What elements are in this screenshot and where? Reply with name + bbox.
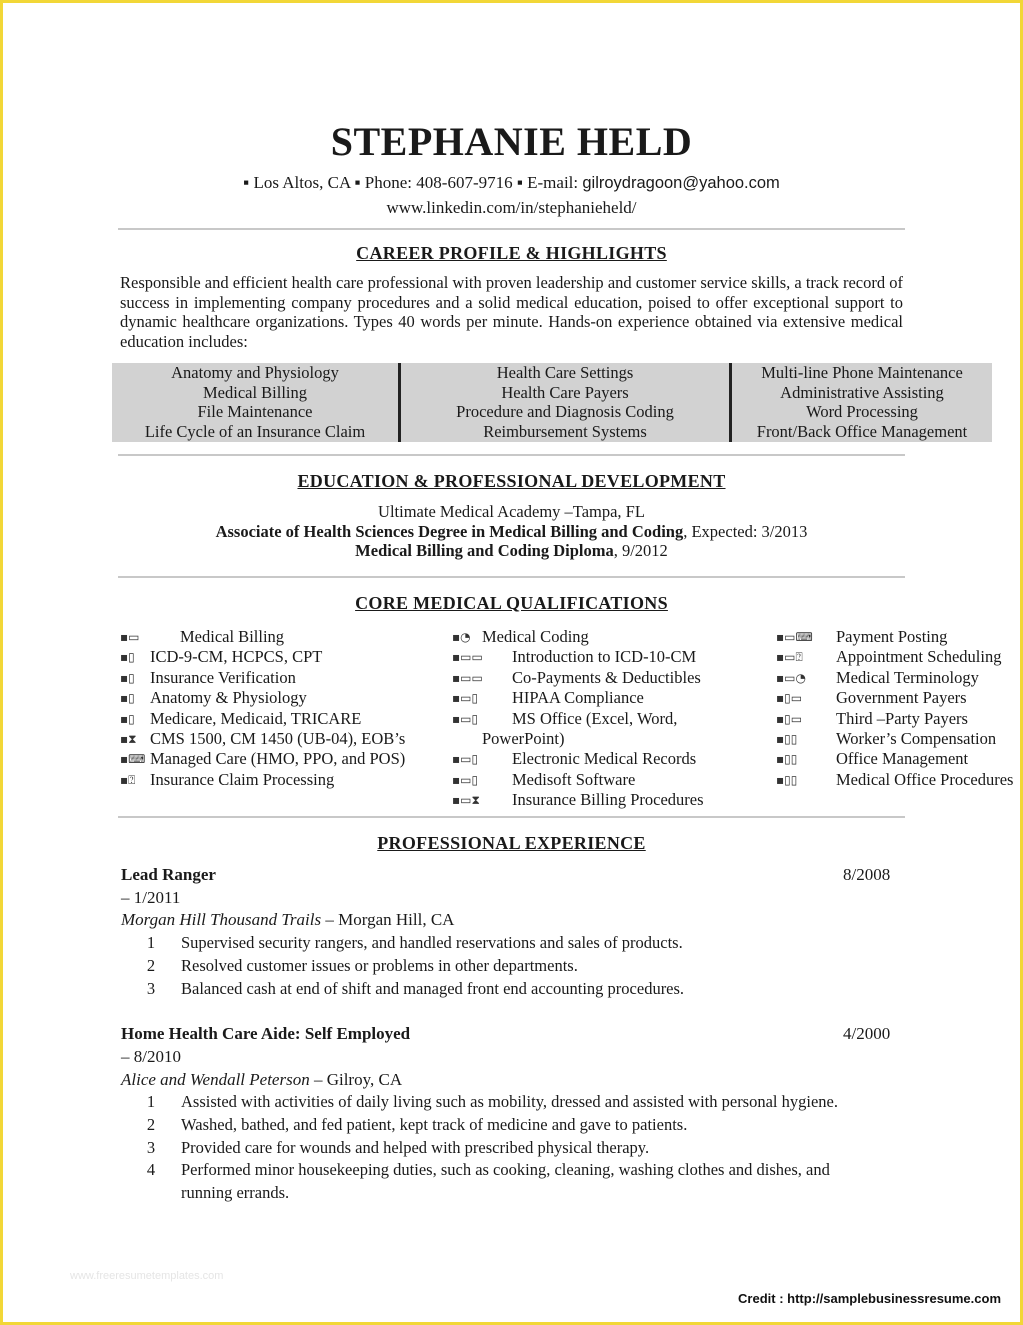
job-start-date: 4/2000 [843,1024,891,1043]
diploma-title: Medical Billing and Coding Diploma [355,541,614,560]
bullet-icon: ▪▭▯ [452,711,479,726]
qualification-item [776,647,1013,667]
qualification-label: Appointment Scheduling [836,647,1002,667]
job-start-date: 8/2008 [843,865,891,884]
qualification-label: Medicare, Medicaid, TRICARE [150,708,362,728]
qualification-item [776,688,1013,708]
qualification-label: Introduction to ICD-10-CM [512,647,697,667]
qualification-item [120,647,405,667]
bullet-icon: ▪▯▯ [776,772,798,787]
bullet-icon: ▪▯▭ [776,691,803,706]
duty-text: Washed, bathed, and fed patient, kept track of medicine and gave to patients. [181,1114,688,1134]
bullet-icon: ▪⧗ [120,732,137,747]
divider [118,816,905,818]
contact-line [0,173,1023,193]
duty-item [121,978,881,1001]
skill-item: Anatomy and Physiology [171,363,339,382]
skills-column-1 [112,363,398,442]
duty-number: 1 [146,1092,156,1111]
skill-item: File Maintenance [197,402,313,421]
qualification-label: ICD-9-CM, HCPCS, CPT [150,647,323,667]
qualification-label: Worker’s Compensation [836,729,997,749]
duty-item [121,955,881,978]
qualification-item [120,770,405,790]
qualification-label: Medical Billing [180,627,285,646]
skill-item: Health Care Payers [501,382,629,402]
job-end-date: – 1/2011 [121,888,181,907]
bullet-icon: ▪▭▯ [452,691,479,706]
bullet-icon: ▪▭▯ [452,752,479,767]
email-link[interactable]: gilroydragoon@yahoo.com [582,174,780,192]
divider [118,576,905,578]
qualification-label: Payment Posting [836,627,948,646]
bullet-icon: ▪▭⌨ [776,630,813,644]
qualification-label: HIPAA Compliance [512,688,644,708]
bullet-icon: ▪▭▭ [452,650,483,665]
duty-number: 2 [146,1114,156,1134]
qualifications-column-1 [120,627,405,790]
contact-details: ▪ Los Altos, CA ▪ Phone: 408-607-9716 ▪ E-mail: [243,173,583,192]
bullet-icon: ▪▭ [120,630,140,644]
duty-item [121,1091,881,1114]
qualification-label: Insurance Claim Processing [150,769,335,789]
qualification-item [776,668,1013,688]
qualification-label: Co-Payments & Deductibles [512,667,701,687]
bullet-icon: ▪▯▯ [776,732,798,747]
diploma-line [0,541,1023,561]
divider [118,228,905,230]
candidate-name: STEPHANIE HELD [330,119,693,164]
skills-column-3 [732,363,992,442]
skill-item: Word Processing [806,402,918,421]
bullet-icon: ▪▭⍰ [776,650,803,665]
qualification-label: Medical Coding [482,627,589,646]
experience-heading: PROFESSIONAL EXPERIENCE [377,833,646,853]
skill-item: Life Cycle of an Insurance Claim [144,421,366,441]
qualification-item [120,749,405,769]
job-title: Home Health Care Aide: Self Employed [121,1024,411,1043]
duty-number: 2 [146,955,156,975]
employer-name: Morgan Hill Thousand Trails [121,910,322,929]
duty-text: Provided care for wounds and helped with prescribed physical therapy. [181,1137,650,1157]
bullet-icon: ▪▯ [120,691,135,706]
qualification-label: Office Management [836,749,969,769]
skill-item: Reimbursement Systems [483,421,647,441]
skill-item: Procedure and Diagnosis Coding [456,402,674,421]
bullet-icon: ▪▭⧗ [452,793,480,808]
bullet-icon: ▪▯ [120,650,135,665]
duty-list [121,1091,881,1205]
qualification-item [120,729,405,749]
duty-number: 3 [146,978,156,998]
degree-date: , Expected: 3/2013 [683,522,808,541]
duty-item [121,1137,881,1160]
qualification-label: MS Office (Excel, Word, [512,708,678,728]
skill-item: Multi-line Phone Maintenance [761,363,963,382]
qualification-item [452,647,704,667]
bullet-icon: ▪▯ [120,711,135,726]
qualification-item [452,688,704,708]
job-title: Lead Ranger [121,865,216,884]
duty-text: Assisted with activities of daily living such as mobility, dressed and assisted with personal hygiene. [181,1092,838,1111]
qualification-label: Electronic Medical Records [512,749,697,769]
qualification-item [120,627,405,647]
linkedin-url[interactable]: www.linkedin.com/in/stephanieheld/ [386,198,637,217]
career-profile-text: Responsible and efficient health care professional with proven leadership and customer service skills, a track record of success in implementing company procedures and a solid medical education, poised to offer exceptional support to dynamic healthcare organizations. Types 40 words per minute. Hands-on experience obtained via extensive medical education includes: [120,273,903,352]
qualification-label: Insurance Verification [150,667,296,687]
bullet-icon: ▪⌨ [120,752,146,767]
duty-text: Resolved customer issues or problems in other departments. [181,955,578,975]
diploma-date: , 9/2012 [613,541,668,560]
watermark-text: www.freeresumetemplates.com [70,1270,224,1282]
job-end-date: – 8/2010 [121,1047,181,1066]
qualification-item [452,627,704,647]
skill-item: Medical Billing [202,382,308,402]
bullet-icon: ▪⍰ [120,772,136,787]
qualification-item [452,749,704,769]
duty-text: Supervised security rangers, and handled reservations and sales of products. [181,933,683,952]
skill-item: Health Care Settings [496,363,634,382]
qualification-item [452,770,704,790]
qualification-item [452,729,704,749]
skills-column-2 [398,363,732,442]
duty-number: 1 [146,933,156,952]
degree-title: Associate of Health Sciences Degree in Medical Billing and Coding [215,522,684,541]
qualification-label: Insurance Billing Procedures [512,790,704,810]
qualification-label: PowerPoint) [482,729,565,749]
qualifications-column-3 [776,627,1013,790]
bullet-icon: ▪▯▯ [776,752,798,767]
duty-item [121,932,881,955]
qualification-label: CMS 1500, CM 1450 (UB-04), EOB’s [150,729,406,749]
qualification-label: Medical Terminology [836,667,979,687]
duty-text: Performed minor housekeeping duties, such as cooking, cleaning, washing clothes and dishes, and running errands. [181,1160,830,1203]
qualification-item [776,627,1013,647]
bullet-icon: ▪▭▯ [452,772,479,787]
duty-number: 3 [146,1137,156,1157]
duty-number: 4 [146,1160,156,1180]
employer-location: – Morgan Hill, CA [321,910,455,929]
bullet-icon: ▪▯▭ [776,711,803,726]
qualification-item [452,668,704,688]
bullet-icon: ▪▯ [120,670,135,685]
degree-line [0,522,1023,542]
qualification-label: Anatomy & Physiology [150,688,307,708]
qualification-label: Medisoft Software [512,769,636,789]
qualification-item [776,729,1013,749]
skill-item: Front/Back Office Management [756,421,968,441]
skill-item: Administrative Assisting [780,382,944,402]
employer-location: – Gilroy, CA [309,1070,403,1089]
bullet-icon: ▪▭▭ [452,670,483,685]
qualification-item [452,790,704,810]
credit-link[interactable]: Credit : http://samplebusinessresume.com [738,1291,1001,1306]
duty-list [121,932,881,1000]
career-heading: CAREER PROFILE & HIGHLIGHTS [356,243,667,263]
employer-name: Alice and Wendall Peterson [121,1070,310,1089]
qualification-item [120,709,405,729]
qualification-label: Managed Care (HMO, PPO, and POS) [150,749,406,769]
bullet-icon: ▪▭◔ [776,670,806,685]
bullet-icon [452,729,482,749]
qualification-label: Government Payers [836,688,967,708]
qualification-item [120,668,405,688]
qualification-item [776,749,1013,769]
qualification-item [452,709,704,729]
qualifications-column-2 [452,627,704,811]
skills-table [112,363,992,442]
qualification-item [776,770,1013,790]
qualification-item [776,709,1013,729]
job-employer [121,910,454,930]
qualifications-heading: CORE MEDICAL QUALIFICATIONS [355,593,668,613]
divider [118,454,905,456]
duty-item [121,1159,881,1205]
job-employer [121,1070,402,1090]
duty-text: Balanced cash at end of shift and managed front end accounting procedures. [181,978,685,998]
qualification-label: Third –Party Payers [836,708,968,728]
bullet-icon: ▪◔ [452,630,471,644]
qualification-label: Medical Office Procedures [836,769,1014,789]
school-name: Ultimate Medical Academy –Tampa, FL [378,502,645,521]
education-heading: EDUCATION & PROFESSIONAL DEVELOPMENT [297,471,726,491]
qualification-item [120,688,405,708]
duty-item [121,1114,881,1137]
